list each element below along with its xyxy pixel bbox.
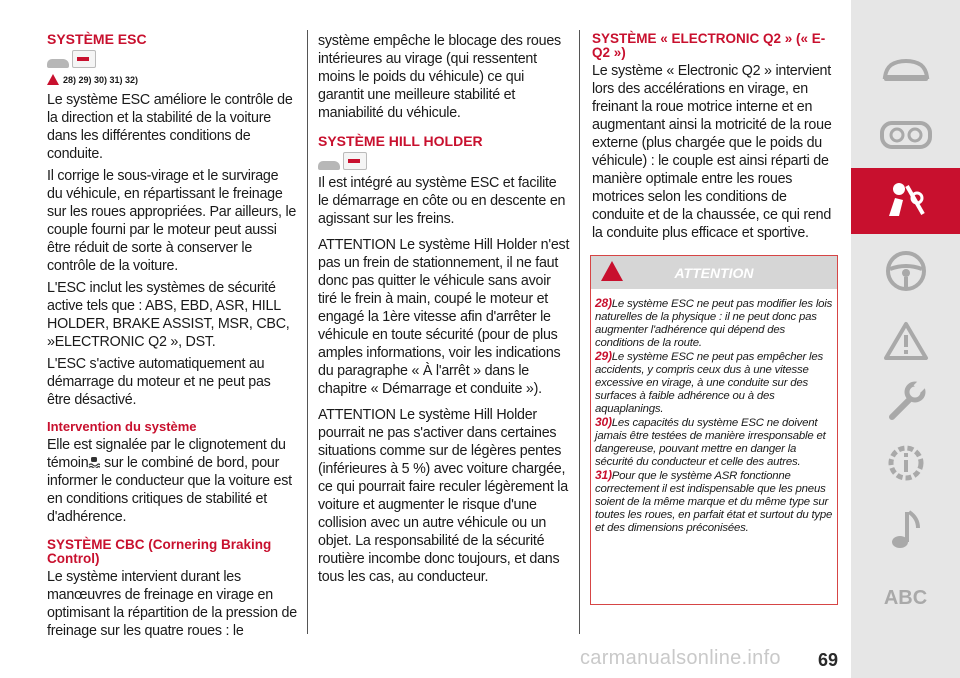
elum-icon xyxy=(72,50,96,68)
car-icon xyxy=(318,161,340,170)
sidebar-item-dashboard[interactable] xyxy=(851,100,960,170)
dashboard-icon xyxy=(880,120,932,150)
sidebar-item-maintenance[interactable] xyxy=(851,366,960,436)
watermark: carmanualsonline.info xyxy=(580,647,781,669)
attention-item-text: Pour que le système ASR fonctionne correctement il est indispensable que les pneus soient de la même marque et du même type sur toutes les roues, en parfait état et surtout du type et des dimensions préconisées. xyxy=(595,470,833,534)
warning-refs-text: 28) 29) 30) 31) 32) xyxy=(63,74,139,85)
paragraph: système empêche le blocage des roues intérieures au virage (qui ressentent moins le poids du véhicule) ce qui garantit une meilleure stabilité et maniabilité du véhicule. xyxy=(318,33,561,121)
sidebar-item-index[interactable] xyxy=(851,563,960,633)
attention-item-number: 29) xyxy=(595,349,612,363)
warning-triangle-icon xyxy=(883,320,929,362)
text: sur le combiné de bord, pour informer le conducteur que la voiture est en conditions critiques de stabilité et d'adhérence. xyxy=(47,455,292,525)
sidebar-item-technical[interactable] xyxy=(851,428,960,498)
column-divider xyxy=(307,30,308,634)
attention-header xyxy=(591,256,837,289)
column-3 xyxy=(592,0,842,242)
paragraph: ATTENTION Le système Hill Holder n'est pas un frein de stationnement, il ne faut donc pas quitter le véhicule sans avoir tiré le frein à main, coupé le moteur et engagé la 1ère vitesse afin d'arrêter le véhicule en toute sécurité (pour de plus amples informations, voir les indications du paragraphe « À l'arrêt » dans le chapitre « Démarrage et conduite »). xyxy=(318,237,570,397)
car-icon xyxy=(881,55,931,85)
attention-list xyxy=(591,289,837,535)
heading-cbc: SYSTÈME CBC (Cornering Braking Control) xyxy=(47,537,272,566)
attention-item xyxy=(595,297,833,350)
sidebar-item-car[interactable] xyxy=(851,35,960,105)
page-number: 69 xyxy=(818,650,839,670)
steering-wheel-icon xyxy=(884,249,928,293)
heading-hill-holder: SYSTÈME HILL HOLDER xyxy=(318,133,483,149)
elum-badge xyxy=(47,50,297,68)
attention-item-text: Les capacités du système ESC ne doivent jamais être testées de manière irresponsable et dangereuse, pouvant mettre en danger la sécurité du conducteur et celle des autres. xyxy=(595,417,826,468)
paragraph: Il est intégré au système ESC et facilite le démarrage en côte ou en descente en agissant sur les freins. xyxy=(318,175,566,227)
column-2 xyxy=(318,0,570,586)
attention-item-text: Le système ESC ne peut pas modifier les lois naturelles de la physique : il ne peut donc pas augmenter l'adhérence qui dépend des conditions de la route. xyxy=(595,298,833,349)
attention-box xyxy=(590,255,838,605)
attention-item-number: 28) xyxy=(595,296,612,310)
heading-esc: SYSTÈME ESC xyxy=(47,31,147,47)
settings-info-icon xyxy=(884,441,928,485)
attention-item xyxy=(595,350,833,416)
heading-intervention: Intervention du système xyxy=(47,419,197,434)
warning-triangle-icon xyxy=(47,74,59,85)
attention-item-text: Le système ESC ne peut pas empêcher les accidents, y compris ceux dus à une vitesse excessive en virage, à une conduite sur des surfaces à faible adhérence ou à des aquaplanings. xyxy=(595,351,824,415)
paragraph: Il corrige le sous-virage et le survirage du véhicule, en répartissant le freinage sur les roues appropriées. Par ailleurs, le couple fourni par le moteur peut aussi être réduit de sorte à conserver le contrôle de la voiture. xyxy=(47,168,297,274)
attention-title: ATTENTION xyxy=(674,265,754,281)
paragraph: L'ESC s'active automatiquement au démarrage du moteur et ne peut pas être désactivé. xyxy=(47,356,271,408)
sidebar-item-multimedia[interactable] xyxy=(851,495,960,565)
music-note-icon xyxy=(888,508,924,552)
attention-item xyxy=(595,469,833,535)
wrench-icon xyxy=(884,379,928,423)
car-icon xyxy=(47,59,69,68)
attention-item-number: 31) xyxy=(595,468,612,482)
text: Elle est signalée par le clignotement du témoin xyxy=(47,437,286,471)
paragraph: L'ESC inclut les systèmes de sécurité active tels que : ABS, EBD, ASR, HILL HOLDER, BRAKE ASSIST, MSR, CBC, »ELECTRONIC Q2 », DST. xyxy=(47,280,290,350)
column-1 xyxy=(47,0,297,640)
attention-item-number: 30) xyxy=(595,415,612,429)
sidebar-item-safety[interactable] xyxy=(851,168,960,234)
paragraph: Le système ESC améliore le contrôle de la direction et la stabilité de la voiture dans les différentes conditions de conduite. xyxy=(47,92,293,162)
warning-refs xyxy=(47,74,297,85)
paragraph: Le système « Electronic Q2 » intervient lors des accélérations en virage, en freinant la roue motrice interne et en augmentant ainsi la motricité de la roue externe (plus chargée que le poids du véhicule) : le couple est ainsi réparti de manière optimale entre les roues motrices selon les conditions de conduite et de la chaussée, ce qui rend la conduite plus efficace et sportive. xyxy=(592,63,832,241)
elum-badge xyxy=(318,152,570,170)
chapter-sidebar xyxy=(851,0,960,678)
paragraph xyxy=(47,436,297,526)
elum-icon xyxy=(343,152,367,170)
index-label: ABC xyxy=(883,586,928,609)
airbag-safety-icon xyxy=(883,180,929,222)
paragraph: Le système intervient durant les manœuvres de freinage en virage en optimisant la répartition de la pression de freinage sur les quatre roues : le xyxy=(47,569,297,639)
attention-item xyxy=(595,416,833,469)
esc-warning-light-icon xyxy=(88,456,100,468)
column-divider xyxy=(579,30,580,634)
paragraph: ATTENTION Le système Hill Holder pourrait ne pas s'activer dans certaines situations comme sur de légères pentes (inférieures à 5 %) avec voiture chargée, ce qui pourrait faire reculer légèrement la voiture et augmenter le risque d'une collision avec un autre véhicule ou un objet. La responsabilité de la sécurité routière incombe donc toujours, et dans tous les cas, au conducteur. xyxy=(318,407,568,585)
sidebar-item-driving[interactable] xyxy=(851,236,960,306)
heading-electronic-q2: SYSTÈME « ELECTRONIC Q2 » (« E-Q2 ») xyxy=(592,31,826,60)
